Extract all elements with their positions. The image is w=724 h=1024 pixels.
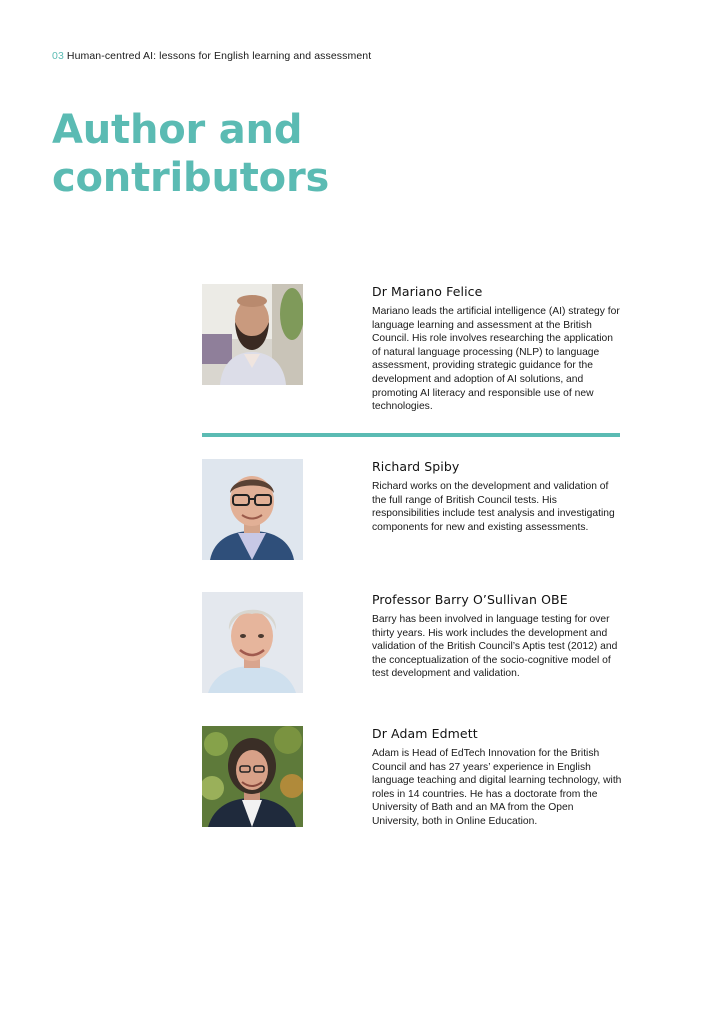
page-title <box>52 106 329 202</box>
page-number: 03 <box>52 50 64 62</box>
contributor-bio: Barry has been involved in language testing for over thirty years. His work includes the development and validation of the British Council’s Aptis test (2012) and the conceptualization of the socio-cognitive model of test development and validation. <box>372 614 618 680</box>
portrait-photo-icon <box>202 726 303 827</box>
contributor-photo <box>202 459 303 560</box>
contributor-name: Professor Barry O’Sullivan OBE <box>372 592 568 607</box>
page-title-line-1: Author and <box>52 107 303 153</box>
contributor-name: Richard Spiby <box>372 459 460 474</box>
author-details <box>372 284 622 414</box>
contributor-details <box>372 459 622 534</box>
contributor-photo <box>202 592 303 693</box>
portrait-photo-icon <box>202 284 303 385</box>
contributor-name: Dr Adam Edmett <box>372 726 478 741</box>
author-bio: Mariano leads the artificial intelligence (AI) strategy for language learning and assessment at the British Council. His role involves researching the application of natural language processing (NLP) to language assessment, providing strategic guidance for the development and adoption of AI solutions, and promoting AI literacy and responsible use of new technologies. <box>372 306 620 413</box>
portrait-photo-icon <box>202 592 303 693</box>
contributor-bio: Adam is Head of EdTech Innovation for the British Council and has 27 years’ experience in English language teaching and digital learning technology, with roles in 14 countries. He has a doctorate from the University of Bath and an MA from the Open University, both in Online Education. <box>372 748 622 827</box>
running-title: Human-centred AI: lessons for English learning and assessment <box>66 50 372 62</box>
author-photo <box>202 284 303 385</box>
portrait-photo-icon <box>202 459 303 560</box>
section-divider <box>202 433 620 437</box>
contributor-bio: Richard works on the development and validation of the full range of British Council tests. His responsibilities include test analysis and investigating components for new and existing assessments. <box>372 481 615 533</box>
running-header <box>52 50 371 62</box>
contributor-details <box>372 726 622 829</box>
contributor-details <box>372 592 622 681</box>
contributor-photo <box>202 726 303 827</box>
author-name: Dr Mariano Felice <box>372 284 483 299</box>
page-title-line-2: contributors <box>52 155 330 201</box>
